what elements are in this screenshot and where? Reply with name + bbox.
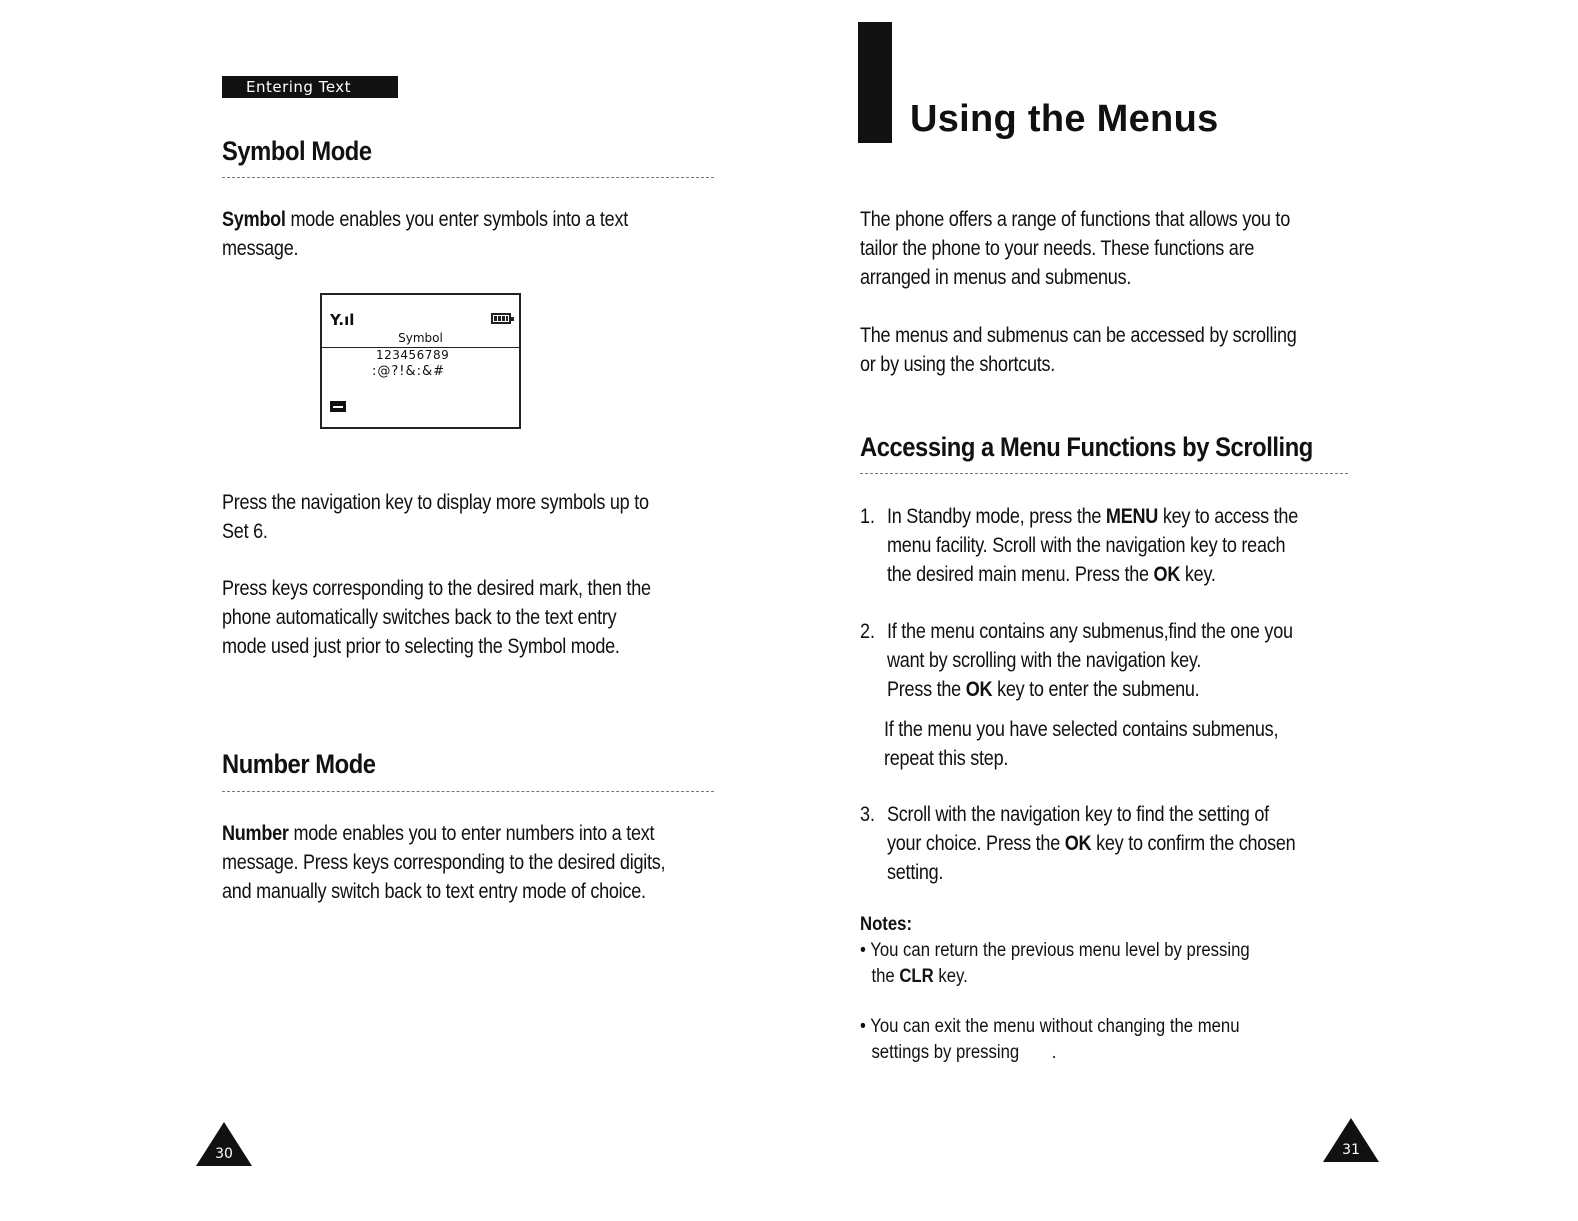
step-number: 2.: [860, 620, 876, 643]
screen-mode-label: Symbol: [398, 331, 443, 345]
notes-title: Notes:: [860, 914, 913, 935]
accessing-menu-heading: Accessing a Menu Functions by Scrolling: [860, 432, 1313, 462]
step-3: Scroll with the navigation key to find the setting of your choice. Press the OK key to confirm the chosen setting.: [887, 803, 1296, 884]
page-number-marker: 30: [196, 1122, 252, 1168]
step-1: In Standby mode, press the MENU key to access the menu facility. Scroll with the navigation key to reach the desired main menu. Press the OK key.: [887, 505, 1298, 586]
heading-rule: [222, 177, 714, 178]
phone-screen-illustration: [320, 293, 521, 429]
symbol-mode-para2: Press keys corresponding to the desired mark, then the phone automatically switches back to the text entry mode used just prior to selecting the Symbol mode.: [222, 577, 651, 658]
chapter-bar: [858, 22, 892, 143]
battery-icon: [491, 313, 511, 324]
menus-intro: The phone offers a range of functions that allows you to tailor the phone to your needs. These functions are arranged in menus and submenus.: [860, 208, 1290, 289]
step-2: If the menu contains any submenus,find the one you want by scrolling with the navigation key. Press the OK key to enter the submenu.: [887, 620, 1293, 701]
chapter-title: Using the Menus: [910, 98, 1219, 140]
step-2-note: If the menu you have selected contains submenus, repeat this step.: [884, 718, 1279, 770]
screen-symbols: :@?!&:&#: [372, 364, 446, 379]
symbol-mode-intro: Symbol mode enables you enter symbols into a text message.: [222, 208, 628, 260]
screen-digits: 123456789: [376, 348, 450, 362]
symbol-bold: Symbol: [222, 208, 286, 231]
signal-icon: Y.ıl: [330, 311, 355, 329]
softkey-icon: [330, 401, 346, 412]
symbol-mode-heading: Symbol Mode: [222, 136, 372, 166]
note-1: • You can return the previous menu level by pressing the CLR key.: [860, 940, 1250, 987]
menus-intro-2: The menus and submenus can be accessed by scrolling or by using the shortcuts.: [860, 324, 1297, 376]
note-2: • You can exit the menu without changing the menu settings by pressing .: [860, 1016, 1240, 1063]
section-tab: Entering Text: [222, 76, 398, 98]
heading-rule: [860, 473, 1348, 474]
number-mode-heading: Number Mode: [222, 749, 376, 779]
step-number: 3.: [860, 803, 876, 826]
number-bold: Number: [222, 822, 289, 845]
page-number-marker: 31: [1323, 1118, 1379, 1164]
heading-rule: [222, 791, 714, 792]
symbol-mode-para1: Press the navigation key to display more symbols up to Set 6.: [222, 491, 649, 543]
number-mode-intro: Number mode enables you to enter numbers into a text message. Press keys corresponding to the desired digits, and manually switch back to text entry mode of choice.: [222, 822, 666, 903]
step-number: 1.: [860, 505, 876, 528]
